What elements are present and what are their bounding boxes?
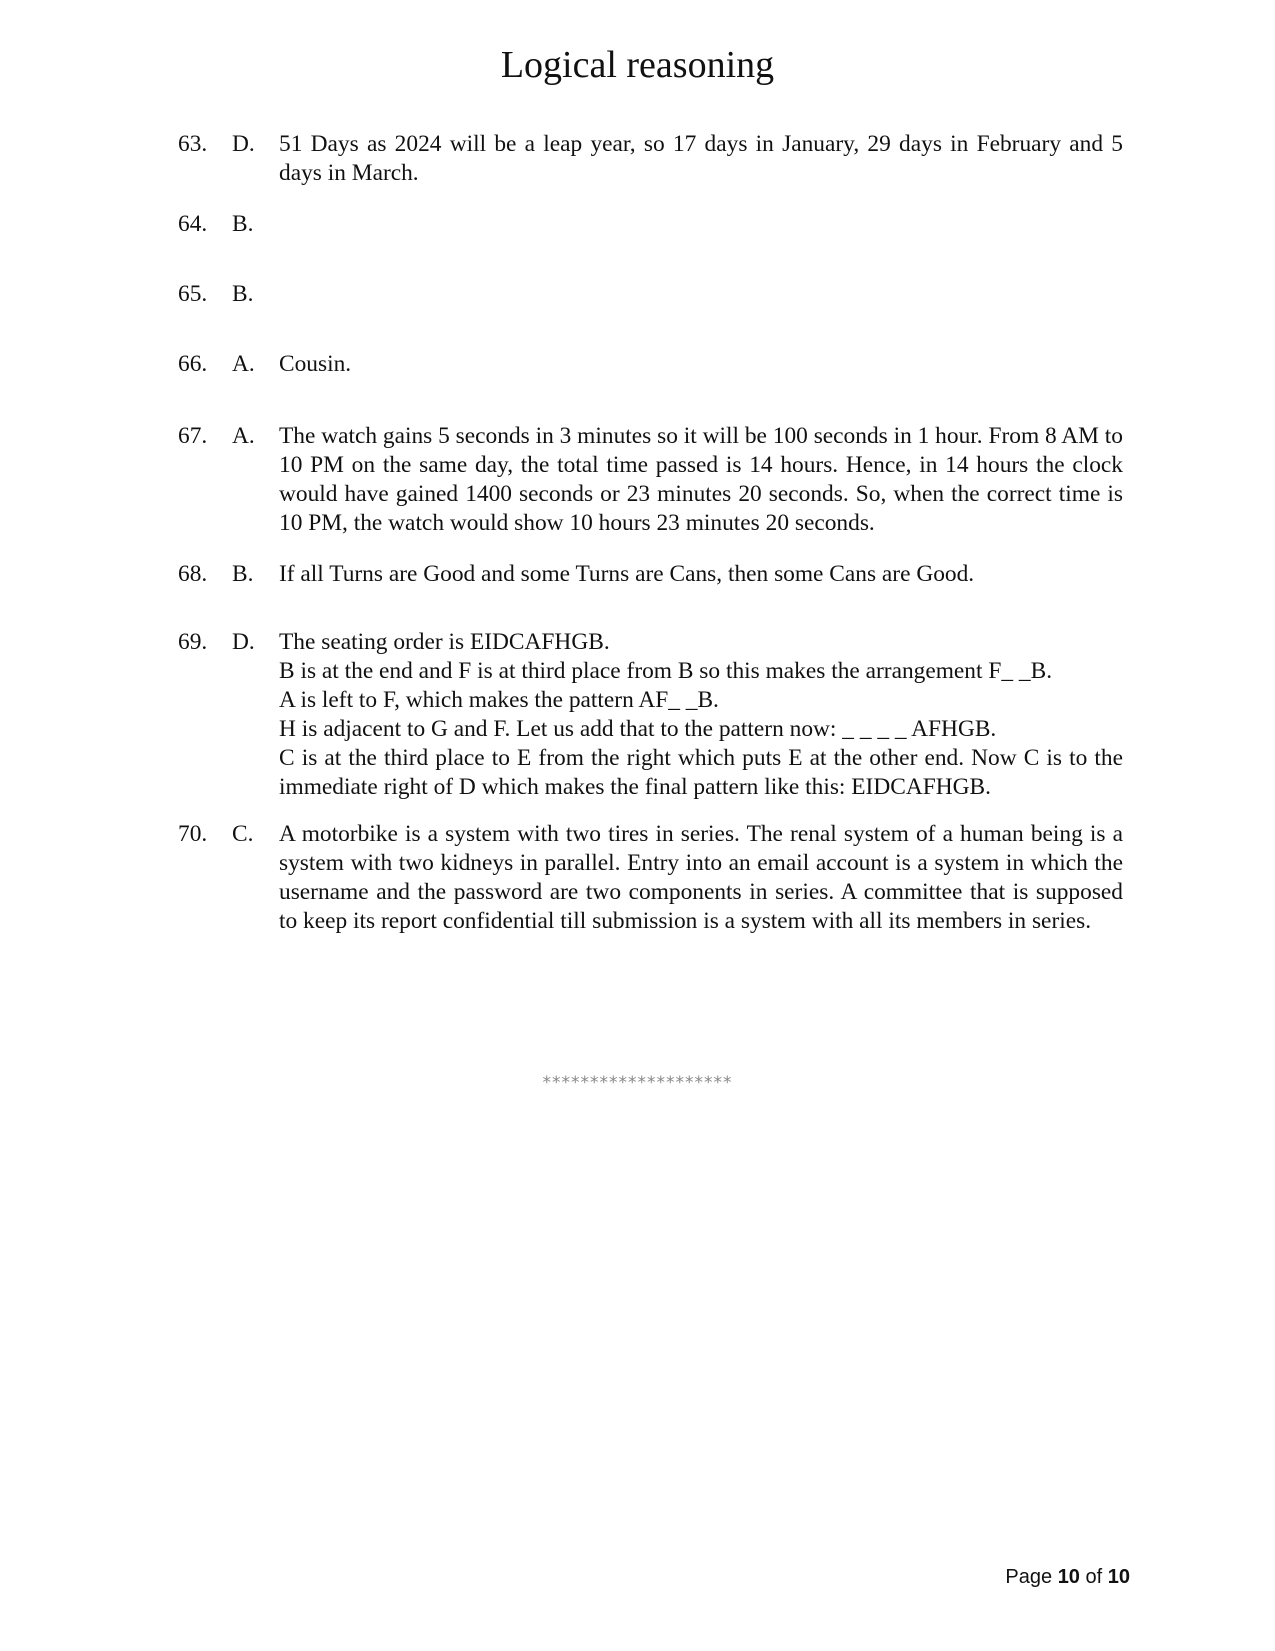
answer-explanation xyxy=(279,210,1123,239)
explanation-line: H is adjacent to G and F. Let us add that to the pattern now: _ _ _ _ AFHGB. xyxy=(279,716,997,742)
total-pages: 10 xyxy=(1107,1566,1130,1588)
answer-explanation: A motorbike is a system with two tires in series. The renal system of a human being is a system with two kidneys in parallel. Entry into an email account is a system in which the username and the password are two components in series. A committee that is supposed to keep its report confidential till submission is a system with all its members in series. xyxy=(279,821,1123,934)
section-divider: ******************** xyxy=(542,1073,733,1093)
page-title: Logical reasoning xyxy=(500,44,775,86)
answer-item-67 xyxy=(178,422,1123,538)
answer-item-63 xyxy=(178,130,1123,188)
explanation-line: A is left to F, which makes the pattern AF_ _B. xyxy=(279,687,719,713)
answer-number: 67. xyxy=(178,423,208,449)
answer-explanation xyxy=(279,280,1123,309)
page-of-label: of xyxy=(1085,1566,1103,1588)
current-page: 10 xyxy=(1057,1566,1080,1588)
answer-number: 68. xyxy=(178,561,208,587)
answer-number: 66. xyxy=(178,351,208,377)
answer-explanation: If all Turns are Good and some Turns are Cans, then some Cans are Good. xyxy=(279,561,975,587)
answer-option: C. xyxy=(232,821,254,847)
answer-item-70 xyxy=(178,820,1123,936)
answer-explanation: 51 Days as 2024 will be a leap year, so 17 days in January, 29 days in February and 5 days in March. xyxy=(279,131,1123,186)
answer-item-65 xyxy=(178,280,1123,309)
page-label: Page xyxy=(1005,1566,1053,1588)
answer-number: 64. xyxy=(178,211,208,237)
answer-option: B. xyxy=(232,211,254,237)
explanation-line: C is at the third place to E from the right which puts E at the other end. Now C is to the immediate right of D which makes the final pattern like this: EIDCAFHGB. xyxy=(279,745,1123,800)
answer-option: A. xyxy=(232,423,255,449)
answer-item-68 xyxy=(178,560,1123,589)
answer-number: 70. xyxy=(178,821,208,847)
answer-explanation xyxy=(279,628,1123,802)
answer-option: B. xyxy=(232,561,254,587)
answer-option: D. xyxy=(232,131,255,157)
answer-item-66 xyxy=(178,350,1123,379)
answer-item-69 xyxy=(178,628,1123,802)
answer-item-64 xyxy=(178,210,1123,239)
answer-number: 65. xyxy=(178,281,208,307)
answer-number: 63. xyxy=(178,131,208,157)
page-number xyxy=(990,1566,1130,1589)
answer-option: B. xyxy=(232,281,254,307)
explanation-line: B is at the end and F is at third place from B so this makes the arrangement F_ _B. xyxy=(279,658,1053,684)
answer-option: A. xyxy=(232,351,255,377)
explanation-line: The seating order is EIDCAFHGB. xyxy=(279,629,610,655)
answer-explanation: The watch gains 5 seconds in 3 minutes so it will be 100 seconds in 1 hour. From 8 AM to 10 PM on the same day, the total time passed is 14 hours. Hence, in 14 hours the clock would have gained 1400 seconds or 23 minutes 20 seconds. So, when the correct time is 10 PM, the watch would show 10 hours 23 minutes 20 seconds. xyxy=(279,423,1123,536)
answer-option: D. xyxy=(232,629,255,655)
answer-explanation: Cousin. xyxy=(279,351,352,377)
answer-number: 69. xyxy=(178,629,208,655)
